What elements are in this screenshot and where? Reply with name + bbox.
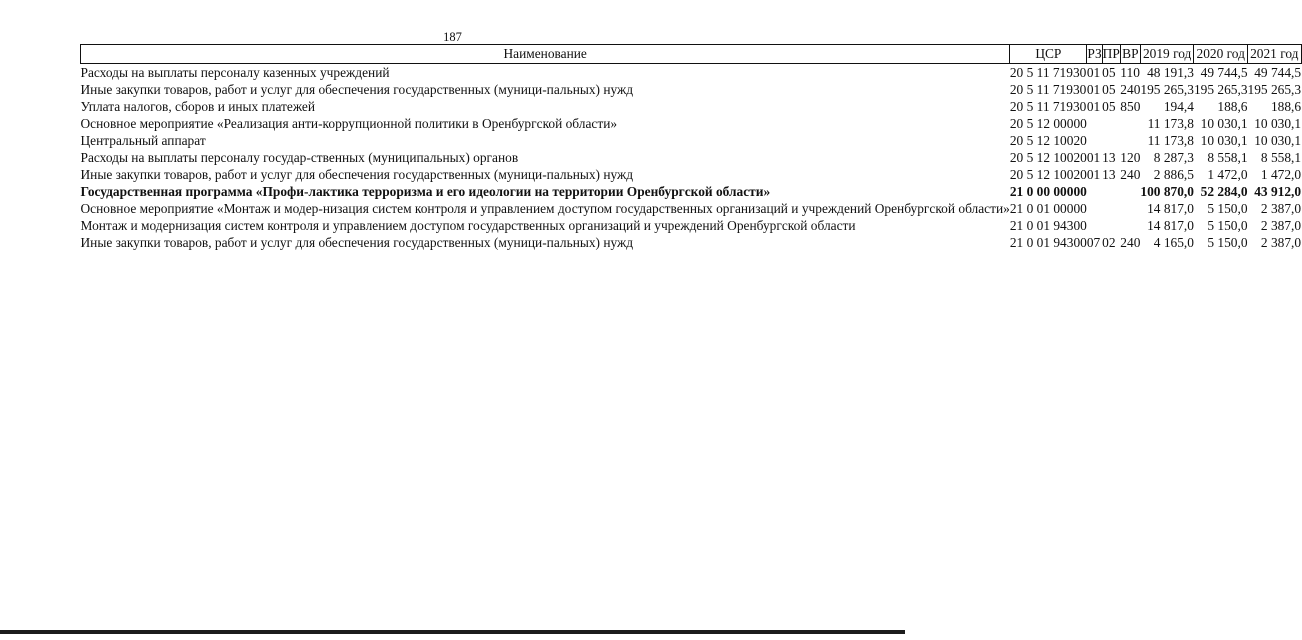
header-2021: 2021 год: [1248, 45, 1302, 64]
cell-2019: 11 173,8: [1147, 116, 1194, 131]
cell-vr: [1120, 183, 1140, 200]
cell-2020: 195 265,3: [1193, 82, 1248, 97]
cell-vr: 850: [1120, 99, 1141, 114]
cell-2021: 188,6: [1270, 99, 1302, 114]
cell-2021: 43 912,0: [1254, 184, 1302, 199]
cell-pr: 13: [1102, 167, 1116, 182]
cell-vr: [1120, 200, 1140, 217]
cell-pr: 02: [1102, 235, 1116, 250]
cell-vr: 240: [1120, 82, 1141, 97]
page-number: 187: [443, 30, 462, 44]
cell-pr: [1102, 132, 1120, 149]
header-2020: 2020 год: [1194, 45, 1248, 64]
cell-2020: 1 472,0: [1207, 167, 1248, 182]
cell-csr: 21 0 01 00000: [1009, 201, 1087, 216]
cell-2021: 10 030,1: [1254, 116, 1302, 131]
cell-2019: 194,4: [1163, 99, 1194, 114]
header-name: Наименование: [81, 45, 1010, 64]
cell-2020: 10 030,1: [1200, 133, 1248, 148]
cell-rz: [1087, 183, 1102, 200]
cell-2021: 2 387,0: [1260, 201, 1302, 216]
cell-name: Расходы на выплаты персоналу казенных учреждений: [80, 65, 390, 80]
cell-pr: [1102, 183, 1120, 200]
cell-2019: 14 817,0: [1147, 218, 1194, 233]
cell-pr: 05: [1102, 65, 1116, 80]
cell-csr: 21 0 01 94300: [1009, 235, 1087, 250]
table-row: [81, 132, 1302, 149]
cell-2019: 4 165,0: [1153, 235, 1194, 250]
header-csr: ЦСР: [1010, 45, 1087, 64]
cell-2019: 100 870,0: [1140, 184, 1194, 199]
cell-2020: 188,6: [1217, 99, 1248, 114]
table-body: [81, 64, 1302, 252]
cell-csr: 20 5 11 71930: [1009, 82, 1087, 97]
cell-2019: 48 191,3: [1147, 65, 1194, 80]
cell-2021: 10 030,1: [1254, 133, 1302, 148]
table-row: [81, 98, 1302, 115]
cell-csr: 21 0 01 94300: [1009, 218, 1087, 233]
cell-rz: [1087, 132, 1102, 149]
cell-rz: 01: [1086, 150, 1101, 165]
cell-pr: [1102, 200, 1120, 217]
cell-rz: 01: [1086, 99, 1101, 114]
cell-csr: 21 0 00 00000: [1009, 184, 1087, 199]
cell-name: Основное мероприятие «Монтаж и модер-низация систем контроля и управлением доступом государственных организаций и учреждений Оренбургской области»: [80, 201, 1010, 216]
cell-name: Уплата налогов, сборов и иных платежей: [80, 99, 316, 114]
cell-name: Иные закупки товаров, работ и услуг для обеспечения государственных (муници-пальных) нужд: [80, 167, 634, 182]
table-row: [81, 183, 1302, 200]
cell-name: Основное мероприятие «Реализация анти-коррупционной политики в Оренбургской области»: [80, 116, 618, 131]
cell-2021: 2 387,0: [1260, 218, 1302, 233]
table-row: [81, 64, 1302, 82]
cell-2020: 10 030,1: [1200, 116, 1248, 131]
cell-name: Иные закупки товаров, работ и услуг для обеспечения государственных (муници-пальных) нужд: [80, 82, 634, 97]
cell-2020: 8 558,1: [1207, 150, 1248, 165]
cell-2019: 2 886,5: [1153, 167, 1194, 182]
cell-rz: 01: [1086, 82, 1101, 97]
cell-2019: 11 173,8: [1147, 133, 1194, 148]
cell-rz: [1087, 200, 1102, 217]
table-row: [81, 115, 1302, 132]
cell-vr: 110: [1120, 65, 1140, 80]
cell-vr: 240: [1120, 235, 1141, 250]
cell-csr: 20 5 12 10020: [1009, 167, 1087, 182]
cell-2020: 52 284,0: [1200, 184, 1248, 199]
cell-2020: 5 150,0: [1207, 235, 1248, 250]
cell-csr: 20 5 11 71930: [1009, 99, 1087, 114]
table-row: [81, 81, 1302, 98]
table-row: [81, 200, 1302, 217]
header-rz: РЗ: [1087, 45, 1102, 64]
cell-name: Иные закупки товаров, работ и услуг для обеспечения государственных (муници-пальных) нужд: [80, 235, 634, 250]
header-2019: 2019 год: [1140, 45, 1194, 64]
cell-rz: 01: [1086, 167, 1101, 182]
cell-2019: 14 817,0: [1147, 201, 1194, 216]
cell-vr: 120: [1120, 150, 1141, 165]
cell-2021: 8 558,1: [1260, 150, 1302, 165]
cell-rz: [1087, 115, 1102, 132]
cell-pr: 05: [1102, 82, 1116, 97]
cell-vr: [1120, 217, 1140, 234]
header-vr: ВР: [1120, 45, 1140, 64]
table-row: [81, 166, 1302, 183]
cell-vr: [1120, 115, 1140, 132]
cell-csr: 20 5 11 71930: [1009, 65, 1087, 80]
cell-name: Расходы на выплаты персоналу государ-ственных (муниципальных) органов: [80, 150, 519, 165]
table-row: [81, 149, 1302, 166]
header-pr: ПР: [1102, 45, 1120, 64]
cell-2019: 8 287,3: [1153, 150, 1194, 165]
table-row: [81, 234, 1302, 251]
cell-vr: 240: [1120, 167, 1141, 182]
table-header: [81, 45, 1302, 64]
bottom-divider: [0, 630, 905, 634]
cell-rz: 07: [1086, 235, 1101, 250]
budget-table: [80, 44, 1302, 251]
cell-csr: 20 5 12 00000: [1009, 116, 1087, 131]
cell-pr: 05: [1102, 99, 1116, 114]
cell-name: Государственная программа «Профи-лактика терроризма и его идеологии на территории Оренбургской области»: [80, 184, 771, 199]
cell-2021: 1 472,0: [1260, 167, 1302, 182]
cell-rz: 01: [1086, 65, 1101, 80]
cell-2020: 5 150,0: [1207, 218, 1248, 233]
cell-vr: [1120, 132, 1140, 149]
cell-2019: 195 265,3: [1140, 82, 1194, 97]
cell-name: Монтаж и модернизация систем контроля и управлением доступом государственных организаций и учреждений Оренбургской области: [80, 218, 856, 233]
cell-2021: 49 744,5: [1254, 65, 1302, 80]
table-row: [81, 217, 1302, 234]
cell-pr: [1102, 115, 1120, 132]
cell-2020: 5 150,0: [1207, 201, 1248, 216]
cell-csr: 20 5 12 10020: [1009, 150, 1087, 165]
header-row: [81, 45, 1302, 64]
cell-rz: [1087, 217, 1102, 234]
cell-pr: 13: [1102, 150, 1116, 165]
cell-2021: 195 265,3: [1247, 82, 1302, 97]
cell-2020: 49 744,5: [1200, 65, 1248, 80]
cell-2021: 2 387,0: [1260, 235, 1302, 250]
cell-pr: [1102, 217, 1120, 234]
cell-csr: 20 5 12 10020: [1009, 133, 1087, 148]
cell-name: Центральный аппарат: [80, 133, 206, 148]
